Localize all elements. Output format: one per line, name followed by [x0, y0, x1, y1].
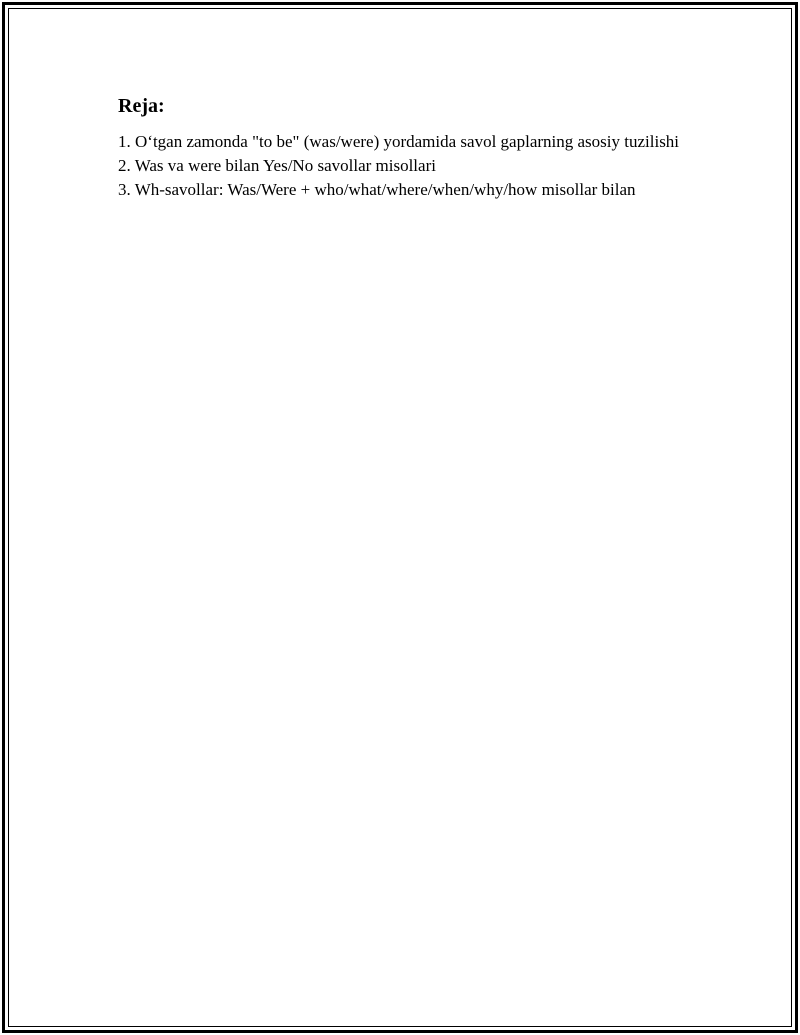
plan-heading: Reja:: [118, 95, 165, 117]
plan-item-2: 2. Was va were bilan Yes/No savollar misollari: [118, 156, 436, 175]
page-content: [118, 94, 718, 202]
plan-item-1: 1. O‘tgan zamonda "to be" (was/were) yordamida savol gaplarning asosiy tuzilishi: [118, 132, 680, 151]
plan-item-3: 3. Wh-savollar: Was/Were + who/what/where/when/why/how misollar bilan: [118, 180, 636, 199]
plan-list: [118, 130, 718, 202]
